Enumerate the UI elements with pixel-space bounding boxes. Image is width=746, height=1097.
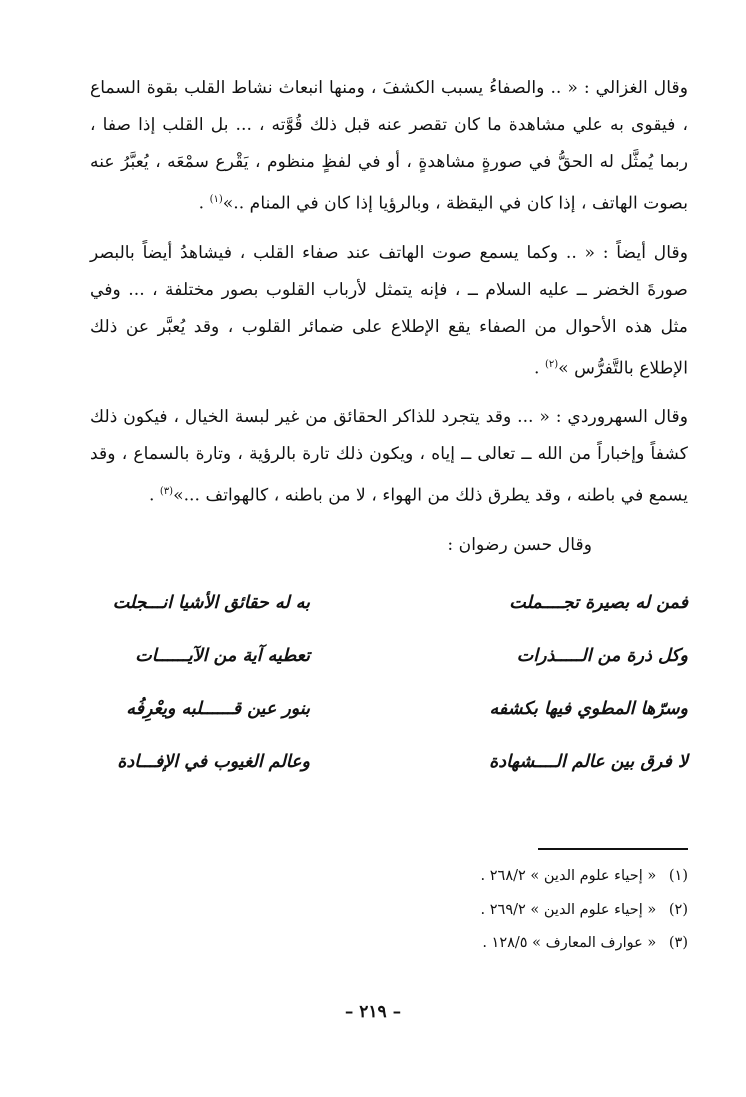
paragraph-text: وقال أيضاً : « .. وكما يسمع صوت الهاتف عند صفاء القلب ، فيشاهدُ أيضاً بالبصر صورةَ الخضر ــ عليه السلام ــ ، فإنه يتمثل لأرباب القلوب بصور مختلفة ، ... وفي مثل هذه الأحوال من الصفاء يقع الإطلاع على ضمائر القلوب ، وقد يُعبَّر عن ذلك الإطلاع بالتَّفرُّس » bbox=[90, 242, 688, 379]
paragraph-text: وقال السهروردي : « ... وقد يتجرد للذاكر الحقائق من غير لبسة الخيال ، فيكون ذلك كشفاً وإخباراً من الله ــ تعالى ــ إياه ، ويكون ذلك تارة بالرؤية ، وتارة بالسماع ، وقد يسمع في باطنه ، وقد يطرق ذلك من الهواء ، لا من باطنه ، كالهواتف ...» bbox=[90, 407, 688, 507]
footnote-text: « إحياء علوم الدين » ٢٦٩/٢ . bbox=[480, 902, 657, 918]
footnote-ref: (١) bbox=[209, 194, 223, 205]
footnote-number: (٢) bbox=[668, 902, 688, 918]
footnote bbox=[481, 868, 688, 884]
footnote bbox=[481, 902, 688, 918]
verse-first-hemistich: فمن له بصيرة تجــــملت bbox=[509, 592, 688, 613]
poem-intro: وقال حسن رضوان : bbox=[447, 535, 592, 556]
footnote-number: (٣) bbox=[668, 935, 688, 951]
footnote bbox=[482, 935, 688, 951]
poem-verse bbox=[90, 735, 688, 788]
verse-first-hemistich: وسرّها المطوي فيها بكشفه bbox=[489, 698, 688, 719]
poem-verse bbox=[90, 682, 688, 735]
footnote-ref: (٢) bbox=[544, 358, 559, 370]
poem-verse bbox=[90, 576, 688, 629]
verse-second-hemistich: به له حقائق الأشيا انـــجلت bbox=[112, 592, 310, 613]
paragraph-suhrawardi: وقال السهروردي : « ... وقد يتجرد للذاكر الحقائق من غير لبسة الخيال ، فيكون ذلك كشفاً وإخباراً من الله ــ تعالى ــ إياه ، ويكون ذلك تارة بالرؤية ، وتارة بالسماع ، وقد يسمع في باطنه ، وقد يطرق ذلك من الهواء ، لا من باطنه ، كالهواتف ...»$^{(٣)}$ . bbox=[90, 407, 688, 507]
paragraph-ghazali-2: وقال أيضاً : « .. وكما يسمع صوت الهاتف عند صفاء القلب ، فيشاهدُ أيضاً بالبصر صورةَ الخضر ــ عليه السلام ــ ، فإنه يتمثل لأرباب القلوب بصور مختلفة ، ... وفي مثل هذه الأحوال من الصفاء يقع الإطلاع على ضمائر القلوب ، وقد يُعبَّر عن ذلك الإطلاع بالتَّفرُّس »$^{(٢)}$ . bbox=[90, 242, 688, 379]
footnote-divider bbox=[538, 848, 688, 850]
main-text bbox=[90, 70, 688, 788]
verse-first-hemistich: لا فرق بين عالم الــــشهادة bbox=[489, 751, 688, 772]
verse-second-hemistich: بنور عين قــــــلبه ويعْرِفُه bbox=[126, 698, 310, 719]
poem bbox=[90, 576, 688, 788]
page-number: – ٢١٩ – bbox=[344, 1002, 402, 1022]
verse-second-hemistich: تعطيه آية من الآيــــــات bbox=[135, 645, 310, 666]
paragraph-ghazali-1: وقال الغزالي : « .. والصفاءُ يسبب الكشفَ ، ومنها انبعاث نشاط القلب بقوة السماع ، فيقوى به علي مشاهدة ما كان تقصر عنه قبل ذلك قُوَّته ، ... بل القلب إذا صفا ، ربما يُمثَّل له الحقُّ في صورةٍ مشاهدةٍ ، أو في لفظٍ منظوم ، يَقْرع سمْعَه ، يُعبَّرُ عنه بصوت الهاتف ، إذا كان في اليقظة ، وبالرؤيا إذا كان في المنام ..»$^{(١)}$ . bbox=[90, 78, 688, 214]
poem-verse bbox=[90, 629, 688, 682]
footnote-number: (١) bbox=[668, 868, 688, 884]
footnote-ref: (٣) bbox=[159, 486, 174, 498]
verse-first-hemistich: وكل ذرة من الـــــذرات bbox=[516, 645, 688, 666]
footnote-text: « إحياء علوم الدين » ٢٦٨/٢ . bbox=[480, 868, 657, 884]
footnote-text: « عوارف المعارف » ١٢٨/٥ . bbox=[482, 935, 657, 951]
verse-second-hemistich: وعالم الغيوب في الإفـــادة bbox=[117, 751, 310, 772]
paragraph-text: وقال الغزالي : « .. والصفاءُ يسبب الكشفَ ، ومنها انبعاث نشاط القلب بقوة السماع ، فيقوى به علي مشاهدة ما كان تقصر عنه قبل ذلك قُوَّته ، ... بل القلب إذا صفا ، ربما يُمثَّل له الحقُّ في صورةٍ مشاهدةٍ ، أو في لفظٍ منظوم ، يَقْرع سمْعَه ، يُعبَّرُ عنه بصوت الهاتف ، إذا كان في اليقظة ، وبالرؤيا إذا كان في المنام ..» bbox=[90, 78, 688, 214]
